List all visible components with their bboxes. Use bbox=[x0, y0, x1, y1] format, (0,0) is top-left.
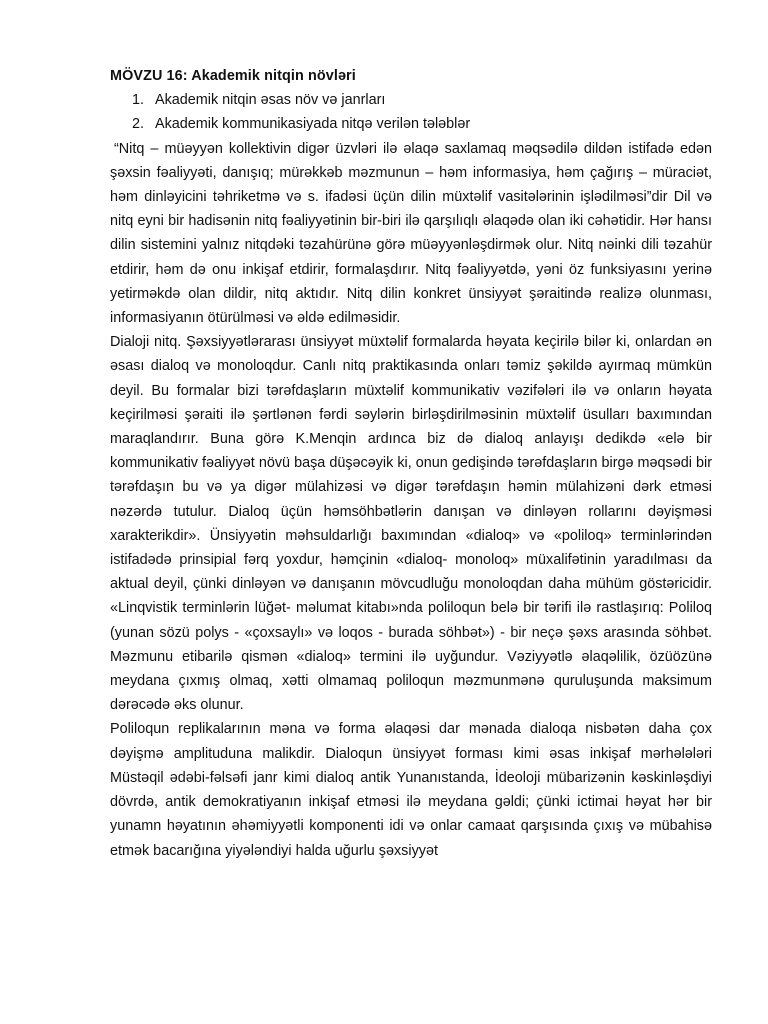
topic-number: 1. bbox=[132, 92, 145, 109]
topic-text: Akademik kommunikasiyada nitqə verilən tələblər bbox=[155, 116, 471, 133]
topic-item bbox=[132, 88, 712, 112]
paragraph-polylogue: Poliloqun replikalarının məna və forma əlaqəsi dar mənada dialoqa nisbətən daha çox dəyişmə amplituduna malikdir. Dialoqun ünsiyyət forması kimi əsas inkişaf mərhələləri Müstəqil ədəbi-fəlsəfi janr kimi dialoq antik Yunanıstanda, İdeoloji mübarizənin kəskinləşdiyi dövrdə, antik demokratiyanın inkişaf etməsi ilə meydana gəldi; çünki ictimai həyat hər bir yunamn həyatının əhəmiyyətli komponenti idi və onlar camaat qarşısında çıxış və mübahisə etmək bacarığına yiyələndiyi halda uğurlu şəxsiyyət bbox=[110, 721, 712, 859]
document-title: MÖVZU 16: Akademik nitqin növləri bbox=[110, 68, 356, 84]
paragraph-speech-definition: “Nitq – müəyyən kollektivin digər üzvləri ilə əlaqə saxlamaq məqsədilə dildən istifadə edən şəxsin fəaliyyəti, danışıq; mürəkkəb məzmunun – həm informasiya, həm çağırış – müraciət, həm dinləyicini təhriketmə və s. ifadəsi üçün dilin müxtəlif vasitələrinin işlədilməsi”dir Dil və nitq eyni bir hadisənin nitq fəaliyyətinin bir-biri ilə qarşılıqlı əlaqədə olan iki cəhətidir. Hər hansı dilin sistemini yalnız nitqdəki təzahürünə görə müəyyənləşdirmək olur. Nitq nəinki dili təzahür etdirir, həm də onu inkişaf etdirir, formalaşdırır. Nitq fəaliyyətdə, yəni öz funksiyasını yerinə yetirməkdə olan dildir, nitq aktıdır. Nitq dilin konkret ünsiyyət şəraitində realizə olunması, informasiyanın ötürülməsi və əldə edilməsidir. bbox=[110, 140, 712, 327]
paragraph-dialogic-speech: Dialoji nitq. Şəxsiyyətlərarası ünsiyyət müxtəlif formalarda həyata keçirilə bilər ki, onlardan ən əsası dialoq və monoloqdur. Canlı nitq praktikasında onları təmiz şəkildə ayırmaq mümkün deyil. Bu formalar bizi tərəfdaşların müxtəlif kommunikativ vəzifələri ilə və onların həyata keçirilməsi şəraiti ilə şərtlənən fərdi səylərin birləşdirilməsinin müxtəlif üsulları baxımından maraqlandırır. Buna görə K.Menqin ardınca biz də dialoq anlayışı dedikdə «elə bir kommunikativ fəaliyyət növü başa düşəcəyik ki, onun gedişində tərəfdaşların birgə məqsədi bir tərəfdaşın bu və ya digər mülahizəsi və digər tərəfdaşın həmin mülahizəni dərk etməsi nəzərdə tutulur. Dialoq üçün həmsöhbətlərin danışan və dinləyən rollarını dəyişməsi xarakterikdir». Ünsiyyətin məhsuldarlığı baxımından «dialoq» və «poliloq» terminlərindən istifadədə prinsipial fərq yoxdur, həmçinin «dialoq- monoloq» müxalifətinin yaradılması da aktual deyil, çünki dinləyən və danışanın mövcudluğu monoloqdan daha mühüm göstəricidir. «Linqvistik terminlərin lüğət- məlumat kitabı»nda poliloqun belə bir tərifi ilə rastlaşırıq: Poliloq (yunan sözü polys - «çoxsaylı» və loqos - burada söhbət») - bir neçə şəxs arasında söhbət. Məzmunu etibarilə qismən «dialoq» termini ilə uyğundur. Vəziyyətlə əlaqəlilik, özüözünə meydana çıxmış olmaq, xətti olmamaq poliloqun məzmunmənə quruluşunda maksimum dərəcədə əks olunur. bbox=[110, 334, 712, 714]
document-page bbox=[110, 64, 712, 863]
topic-text: Akademik nitqin əsas növ və janrları bbox=[155, 92, 386, 109]
topic-list bbox=[110, 88, 712, 136]
topic-number: 2. bbox=[132, 116, 145, 133]
topic-item bbox=[132, 112, 712, 136]
